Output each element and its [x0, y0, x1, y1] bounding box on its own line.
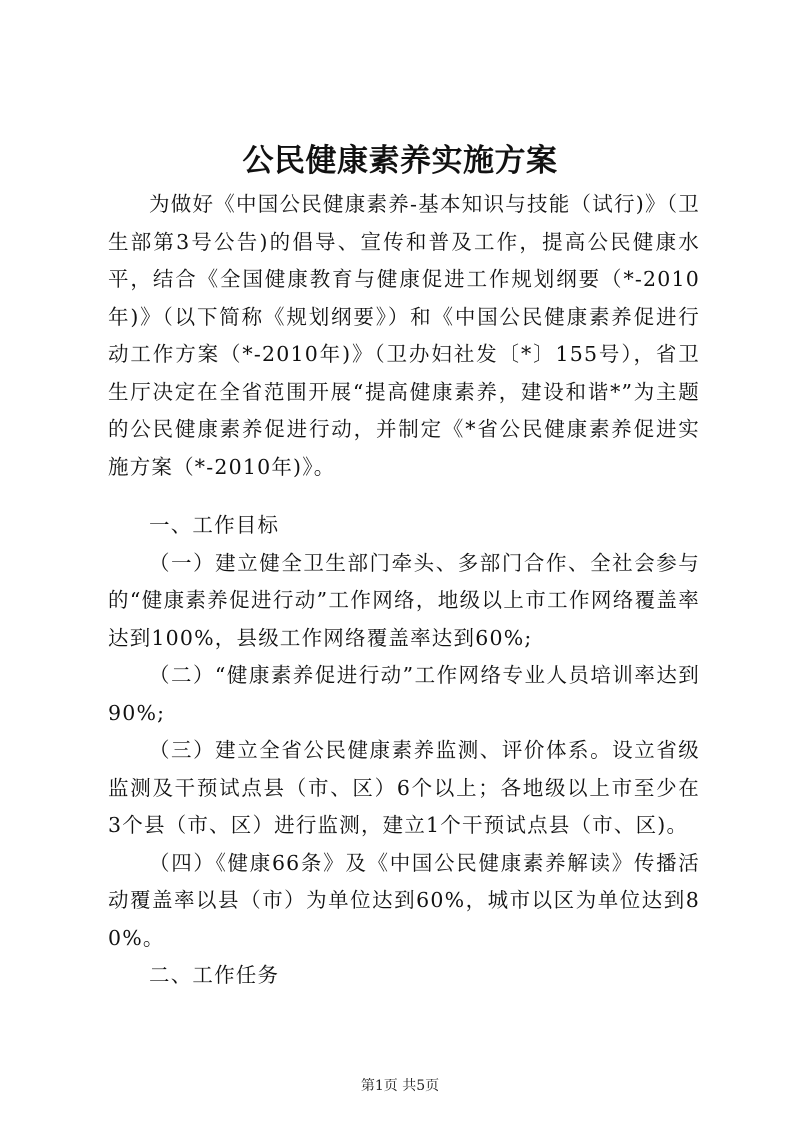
goal-item-1: （一）建立健全卫生部门牵头、多部门合作、全社会参与的“健康素养促进行动”工作网络，地级以上市工作网络覆盖率达到100%，县级工作网络覆盖率达到60%; — [108, 550, 700, 650]
section-heading-goals: 一、工作目标 — [149, 513, 280, 537]
paragraph-spacer — [108, 486, 700, 507]
intro-paragraph: 为做好《中国公民健康素养-基本知识与技能（试行)》（卫生部第3号公告)的倡导、宣传和普及工作，提高公民健康水平，结合《全国健康教育与健康促进工作规划纲要（*-2010年)》（以下简称《规划纲要》）和《中国公民健康素养促进行动工作方案（*-2010年)》（卫办妇社发〔*〕155号），省卫生厅决定在全省范围开展“提高健康素养，建设和谐*”为主题的公民健康素养促进行动，并制定《*省公民健康素养促进实施方案（*-2010年)》。 — [108, 192, 700, 479]
document-title: 公民健康素养实施方案 — [242, 143, 558, 179]
goal-item-4: （四）《健康66条》及《中国公民健康素养解读》传播活动覆盖率以县（市）为单位达到60%，城市以区为单位达到80%。 — [108, 850, 700, 950]
document-body — [108, 186, 700, 995]
section-heading-tasks: 二、工作任务 — [149, 963, 280, 987]
page-footer: 第1页 共5页 — [360, 1078, 440, 1094]
goal-item-2: （二）“健康素养促进行动”工作网络专业人员培训率达到90%; — [108, 663, 700, 725]
goal-item-3: （三）建立全省公民健康素养监测、评价体系。设立省级监测及干预试点县（市、区）6个以上；各地级以上市至少在3个县（市、区）进行监测，建立1个干预试点县（市、区)。 — [108, 738, 700, 837]
